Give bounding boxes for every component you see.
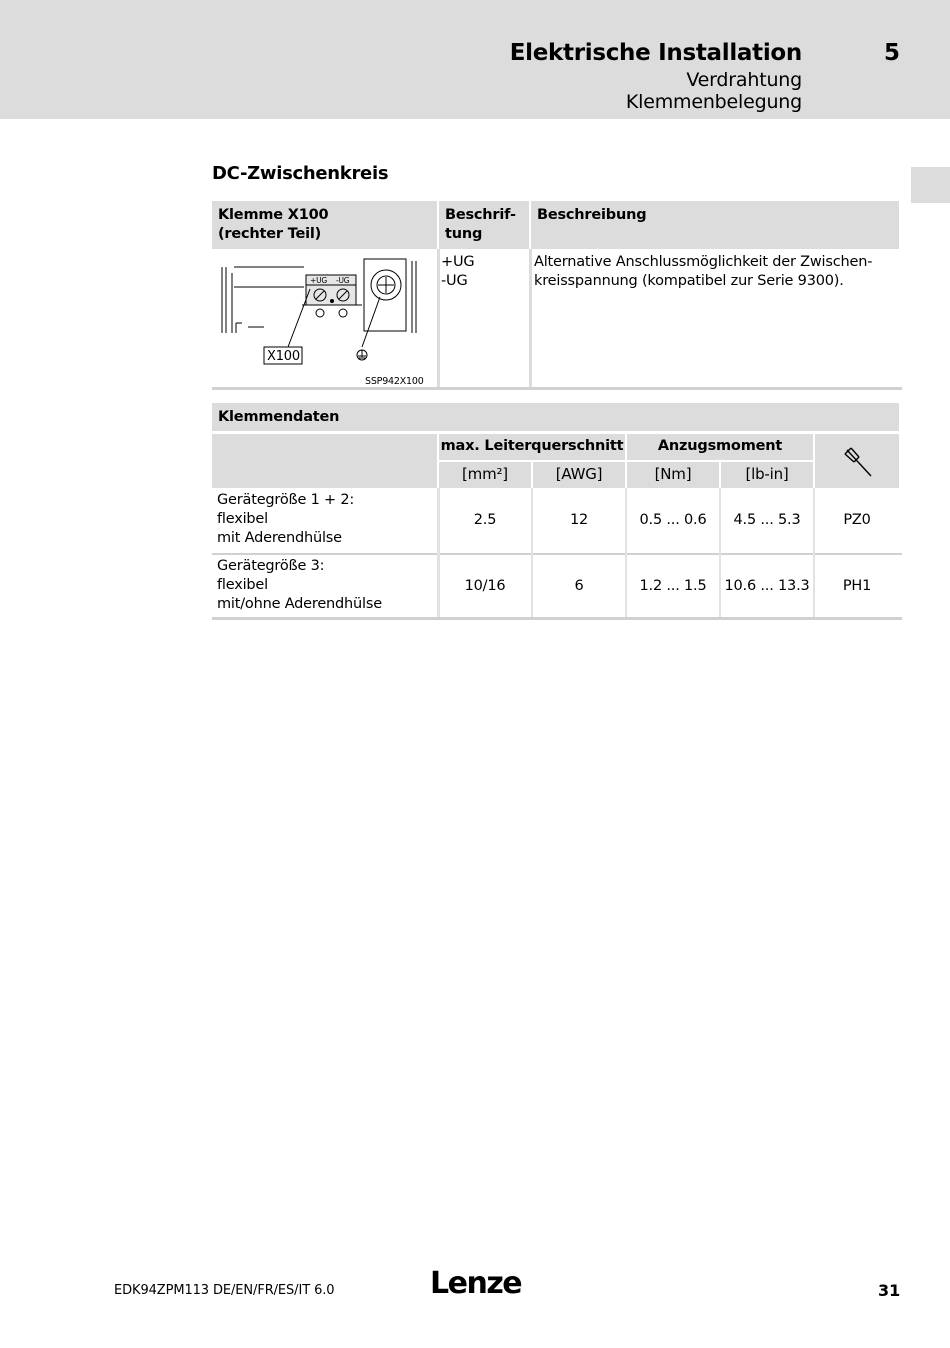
chapter-side-tab — [911, 167, 950, 203]
chapter-number: 5 — [884, 40, 901, 66]
unit-mm2 — [439, 462, 531, 488]
row2-lbin: 10.6 ... 13.3 — [724, 578, 810, 594]
col-header-label-line1: Beschrif- — [445, 207, 516, 223]
col-header-label — [439, 201, 529, 249]
tool-header — [815, 434, 899, 488]
unit-awg-text: [AWG] — [555, 465, 603, 483]
group-torque-text: Anzugsmoment — [657, 438, 783, 454]
divider — [437, 249, 440, 387]
section-title: DC-Zwischenkreis — [212, 163, 389, 184]
table-row-2-label — [217, 557, 437, 617]
header-empty — [212, 434, 437, 488]
col-header-terminal-line2: (rechter Teil) — [218, 226, 322, 242]
description-line2: kreisspannung (kompatibel zur Serie 9300). — [534, 273, 844, 289]
col-header-terminal-line1: Klemme X100 — [218, 207, 329, 223]
divider — [813, 434, 815, 488]
row1-ferrule: mit Aderendhülse — [217, 530, 342, 546]
unit-mm2-text: [mm²] — [462, 465, 508, 483]
row1-lbin: 4.5 ... 5.3 — [733, 512, 801, 528]
divider — [531, 488, 533, 617]
row1-type: flexibel — [217, 511, 268, 527]
subtitle-2: Klemmenbelegung — [625, 91, 802, 113]
row1-size: Gerätegröße 1 + 2: — [217, 492, 355, 508]
screwdriver-icon — [837, 442, 877, 482]
row2-mm2: 10/16 — [464, 578, 506, 594]
lenze-logo: Lenze — [430, 1266, 522, 1301]
group-torque — [627, 434, 813, 461]
group-cross-section-text: max. Leiterquerschnitt — [440, 438, 624, 454]
terminal-minus-label: -UG — [336, 276, 350, 285]
description-cell — [534, 253, 899, 385]
row2-nm: 1.2 ... 1.5 — [639, 578, 707, 594]
chapter-title: Elektrische Installation — [509, 40, 802, 66]
row2-tool: PH1 — [842, 578, 872, 594]
row-rule — [212, 553, 902, 555]
divider — [719, 488, 721, 617]
row1-awg: 12 — [569, 512, 589, 528]
page-number: 31 — [878, 1281, 901, 1300]
description-line1: Alternative Anschlussmöglichkeit der Zwischen- — [534, 254, 873, 270]
col-header-terminal — [212, 201, 437, 249]
table-title-text: Klemmendaten — [218, 409, 340, 425]
col-header-description — [531, 201, 899, 249]
divider — [531, 462, 533, 488]
unit-lbin — [721, 462, 813, 488]
table-title — [212, 403, 899, 431]
row2-awg: 6 — [574, 578, 584, 594]
row1-nm: 0.5 ... 0.6 — [639, 512, 707, 528]
label-plus-ug: +UG — [441, 254, 475, 270]
figure-id: SSP942X100 — [365, 376, 424, 387]
divider — [439, 460, 813, 462]
table-bottom-rule — [212, 387, 902, 390]
subtitle-1: Verdrahtung — [686, 69, 802, 91]
callout-x100: X100 — [267, 349, 300, 364]
col-header-label-line2: tung — [445, 226, 483, 242]
divider — [813, 488, 815, 617]
document-id: EDK94ZPM113 DE/EN/FR/ES/IT 6.0 — [114, 1283, 335, 1298]
terminal-plus-label: +UG — [310, 276, 327, 285]
row2-size: Gerätegröße 3: — [217, 558, 325, 574]
col-header-description-text: Beschreibung — [537, 207, 647, 223]
unit-awg — [533, 462, 625, 488]
unit-nm-text: [Nm] — [654, 465, 692, 483]
row1-tool: PZ0 — [843, 512, 871, 528]
divider — [625, 488, 627, 617]
terminal-figure — [212, 251, 437, 387]
header-band — [0, 0, 950, 119]
divider — [437, 488, 440, 617]
row2-type: flexibel — [217, 577, 268, 593]
table-bottom-rule — [212, 617, 902, 620]
row1-mm2: 2.5 — [473, 512, 497, 528]
row2-ferrule: mit/ohne Aderendhülse — [217, 596, 382, 612]
divider — [529, 249, 532, 387]
label-cell — [441, 253, 529, 385]
label-minus-ug: -UG — [441, 273, 468, 289]
unit-nm — [627, 462, 719, 488]
table-row-1-label — [217, 491, 437, 553]
group-cross-section — [439, 434, 625, 461]
unit-lbin-text: [lb-in] — [745, 465, 789, 483]
divider — [719, 462, 721, 488]
terminal-diagram — [212, 251, 437, 387]
